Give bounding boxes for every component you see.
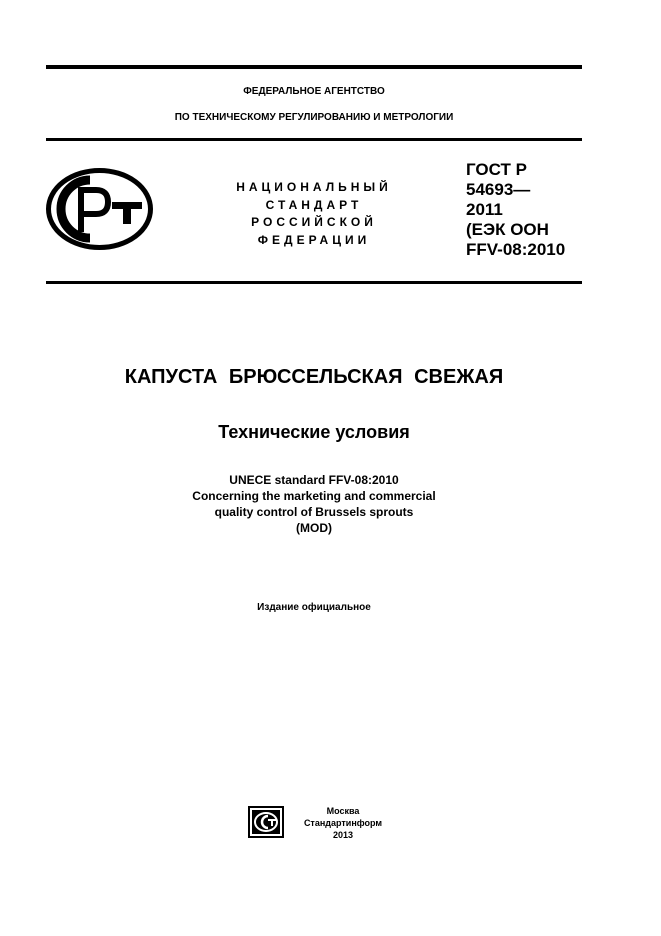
- header-bottom-rule: [46, 281, 582, 284]
- standard-type-line3: РОССИЙСКОЙ: [251, 215, 377, 229]
- agency-name-line2: ПО ТЕХНИЧЕСКОМУ РЕГУЛИРОВАНИЮ И МЕТРОЛОГИИ: [174, 112, 454, 123]
- agency-name-line1: ФЕДЕРАЛЬНОЕ АГЕНТСТВО: [243, 86, 385, 97]
- reference-line1: UNECE standard FFV-08:2010: [229, 473, 399, 487]
- designation-line3: 2011: [466, 200, 503, 219]
- publisher-info: [298, 805, 388, 841]
- standard-type-line1: НАЦИОНАЛЬНЫЙ: [236, 180, 392, 194]
- standard-type-line2: СТАНДАРТ: [265, 198, 363, 212]
- standartinform-logo-icon: [248, 806, 284, 838]
- top-rule: [46, 65, 582, 69]
- document-title: КАПУСТА БРЮССЕЛЬСКАЯ СВЕЖАЯ: [124, 366, 504, 388]
- rst-logo-icon: [46, 168, 153, 250]
- publisher-city: Москва: [326, 806, 360, 816]
- header-rule: [46, 138, 582, 141]
- designation-line2: 54693—: [466, 180, 531, 199]
- document-subtitle: Технические условия: [218, 422, 410, 442]
- standard-designation: [466, 160, 565, 260]
- designation-line4: (ЕЭК ООН: [466, 220, 549, 239]
- reference-line4: (MOD): [296, 521, 332, 535]
- publication-year: 2013: [332, 830, 354, 840]
- designation-line5: FFV-08:2010: [466, 240, 566, 259]
- standard-type-line4: ФЕДЕРАЦИИ: [257, 233, 371, 247]
- reference-line2: Concerning the marketing and commercial: [192, 489, 436, 503]
- reference-line3: quality control of Brussels sprouts: [214, 505, 414, 519]
- reference-standard: [46, 472, 582, 536]
- designation-line1: ГОСТ Р: [466, 160, 527, 179]
- publisher-name: Стандартинформ: [303, 818, 383, 828]
- edition-label: Издание официальное: [257, 602, 371, 613]
